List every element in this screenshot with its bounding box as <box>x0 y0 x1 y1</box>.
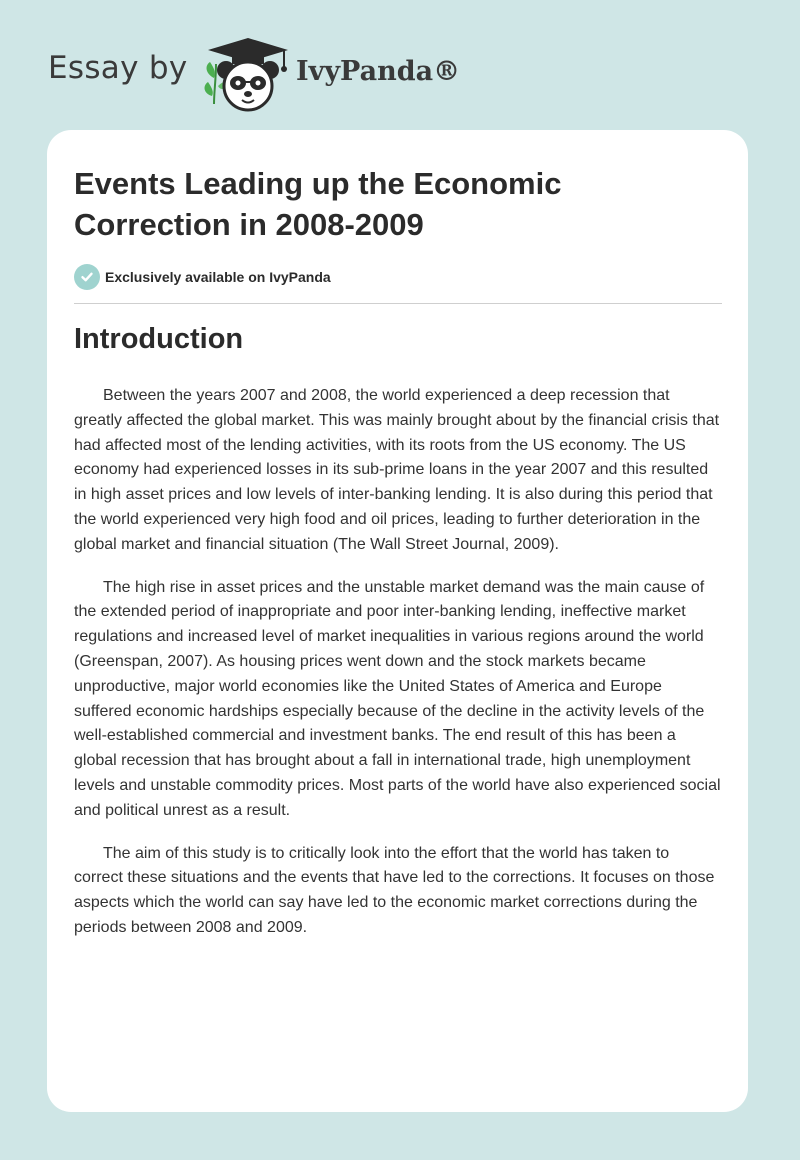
document-title: Events Leading up the Economic Correction in 2008-2009 <box>74 166 562 242</box>
exclusive-badge <box>74 263 331 291</box>
document-card <box>47 130 748 1112</box>
essay-by-label: Essay by <box>48 50 188 86</box>
panda-logo-icon[interactable] <box>200 34 294 114</box>
exclusive-label: Exclusively available on IvyPanda <box>105 269 331 285</box>
essay-body <box>74 384 722 959</box>
paragraph: The aim of this study is to critically look into the effort that the world has taken to correct these situations and the events that have led to the corrections. It focuses on those aspects which the world can say have led to the economic market corrections during the periods between 2008 and 2009. <box>74 844 715 936</box>
paragraph: Between the years 2007 and 2008, the world experienced a deep recession that greatly affected the global market. This was mainly brought about by the financial crisis that had affected most of the lending activities, with its roots from the US economy. The US economy had experienced losses in its sub-prime loans in the year 2007 and this resulted in high asset prices and low levels of inter-banking lending. It is also during this period that the world experienced very high food and oil prices, leading to further deterioration in the global market and financial situation (The Wall Street Journal, 2009). <box>74 387 720 553</box>
site-header <box>0 0 800 130</box>
check-circle-icon <box>74 264 100 290</box>
paragraph: The high rise in asset prices and the unstable market demand was the main cause of the extended period of inappropriate and poor inter-banking lending, ineffective market regulations and increased level of market inequalities in various regions around the world (Greenspan, 2007). As housing prices went down and the stock markets became unproductive, major world economies like the United States of America and Europe suffered economic hardships especially because of the decline in the activity levels of the well-established commercial and investment banks. The end result of this has been a global recession that has brought about a fall in international trade, high unemployment levels and unstable commodity prices. Most parts of the world have also experienced social and political unrest as a result. <box>74 578 721 819</box>
title-divider <box>74 303 722 304</box>
section-heading-introduction: Introduction <box>74 323 244 355</box>
brand-name[interactable]: IvyPanda® <box>296 56 461 87</box>
